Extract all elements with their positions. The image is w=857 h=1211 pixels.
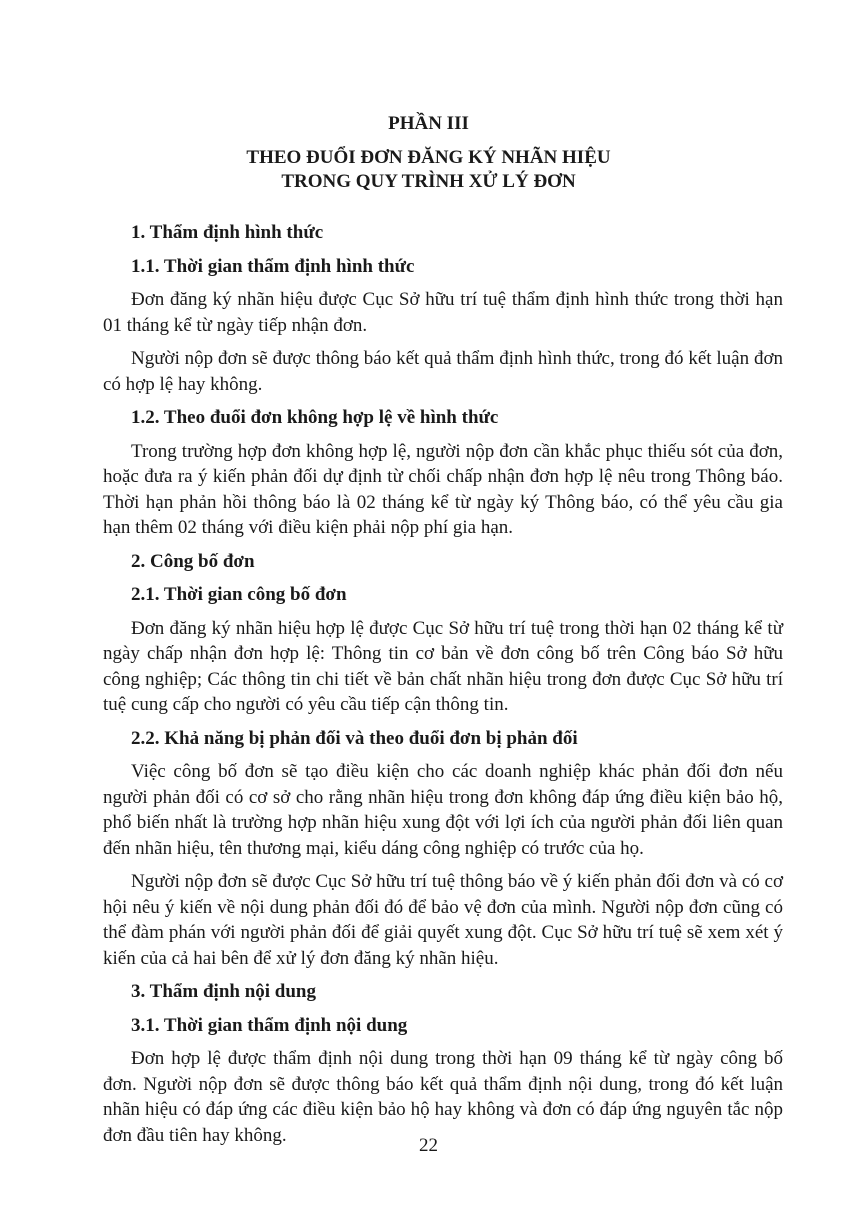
paragraph: Đơn hợp lệ được thẩm định nội dung trong thời hạn 09 tháng kể từ ngày công bố đơn. Người nộp đơn sẽ được thông báo kết quả thẩm định nội dung, trong đó kết luận nhãn hiệu có đáp ứng các điều kiện bảo hộ hay không và đơn có đáp ứng nguyên tắc nộp đơn đầu tiên hay không. [103,1048,783,1146]
chapter-title-line-2: TRONG QUY TRÌNH XỬ LÝ ĐƠN [281,171,576,192]
document-body [103,220,783,1148]
subsection-heading-3-1: 3.1. Thời gian thẩm định nội dung [131,1014,408,1036]
section-heading-1: 1. Thẩm định hình thức [131,222,324,243]
subsection-heading-2-1: 2.1. Thời gian công bố đơn [131,584,347,605]
page-number: 22 [419,1135,438,1156]
section-heading-2: 2. Công bố đơn [131,550,255,572]
paragraph: Đơn đăng ký nhãn hiệu hợp lệ được Cục Sở hữu trí tuệ trong thời hạn 02 tháng kể từ ngày chấp nhận đơn hợp lệ: Thông tin cơ bản về đơn công bố trên Công báo Sở hữu công nghiệp; Các thông tin chi tiết về bản chất nhãn hiệu trong đơn được Cục Sở hữu trí tuệ cung cấp cho người có yêu cầu tiếp cận thông tin. [103,617,783,715]
paragraph: Đơn đăng ký nhãn hiệu được Cục Sở hữu trí tuệ thẩm định hình thức trong thời hạn 01 tháng kể từ ngày tiếp nhận đơn. [103,289,783,336]
paragraph: Trong trường hợp đơn không hợp lệ, người nộp đơn cần khắc phục thiếu sót của đơn, hoặc đưa ra ý kiến phản đối dự định từ chối chấp nhận đơn hợp lệ nêu trong Thông báo. Thời hạn phản hồi thông báo là 02 tháng kể từ ngày ký Thông báo, có thể yêu cầu gia hạn thêm 02 tháng với điều kiện phải nộp phí gia hạn. [103,440,783,538]
subsection-heading-1-2: 1.2. Theo đuổi đơn không hợp lệ về hình thức [131,407,499,428]
paragraph: Việc công bố đơn sẽ tạo điều kiện cho các doanh nghiệp khác phản đối đơn nếu người phản đối có cơ sở cho rằng nhãn hiệu trong đơn không đáp ứng điều kiện bảo hộ, phổ biến nhất là trường hợp nhãn hiệu xung đột với lợi ích của người phản đối liên quan đến nhãn hiệu, tên thương mại, kiểu dáng công nghiệp có trước của họ. [103,761,783,859]
part-heading: PHẦN III [388,113,469,134]
paragraph: Người nộp đơn sẽ được Cục Sở hữu trí tuệ thông báo về ý kiến phản đối đơn và có cơ hội nêu ý kiến về nội dung phản đối đó để bảo vệ đơn của mình. Người nộp đơn cũng có thể đàm phán với người phản đối để giải quyết xung đột. Cục Sở hữu trí tuệ sẽ xem xét ý kiến của cả hai bên để xử lý đơn đăng ký nhãn hiệu. [103,871,783,969]
subsection-heading-2-2: 2.2. Khả năng bị phản đối và theo đuổi đơn bị phản đối [131,727,578,749]
section-heading-3: 3. Thẩm định nội dung [131,981,316,1002]
paragraph: Người nộp đơn sẽ được thông báo kết quả thẩm định hình thức, trong đó kết luận đơn có hợp lệ hay không. [103,348,783,395]
subsection-heading-1-1: 1.1. Thời gian thẩm định hình thức [131,255,415,277]
chapter-title-line-1: THEO ĐUỔI ĐƠN ĐĂNG KÝ NHÃN HIỆU [246,147,611,168]
